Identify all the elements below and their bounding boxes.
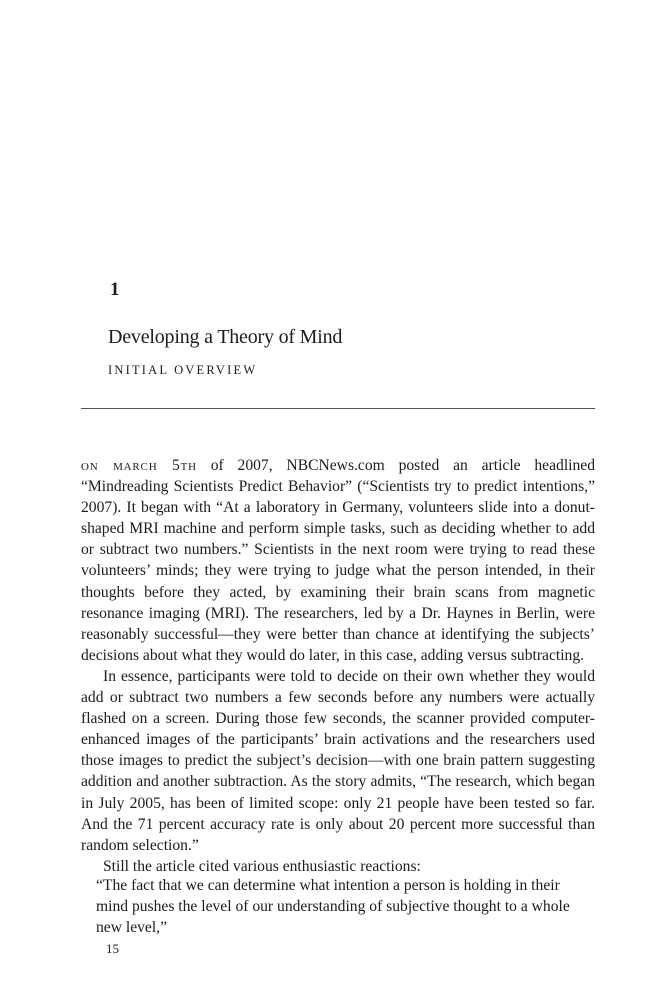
block-quote: [96, 875, 586, 938]
section-divider: [81, 408, 595, 409]
paragraph-lead-in: on march 5th: [81, 457, 197, 474]
block-quote-text: “The fact that we can determine what intention a person is holding in their mind pushes the level of our understanding of subjective thought to a whole new level,”: [96, 877, 570, 937]
chapter-subtitle: INITIAL OVERVIEW: [108, 363, 258, 377]
body-text: [81, 455, 595, 877]
paragraph-2: In essence, participants were told to decide on their own whether they would add or subtract two numbers a few seconds before any numbers were actually flashed on a screen. During those few seconds, the scanner provided computer-enhanced images of the participants’ brain activations and the researchers used those images to predict the subject’s decision—with one brain pattern suggesting addition and another subtraction. As the story admits, “The research, which began in July 2005, has been of limited scope: only 21 people have been tested so far. And the 71 percent accuracy rate is only about 20 percent more successful than random selection.”: [81, 667, 595, 854]
page-number: 15: [106, 941, 119, 956]
chapter-number: 1: [110, 279, 121, 300]
chapter-title: Developing a Theory of Mind: [108, 326, 343, 348]
paragraph-1-text: of 2007, NBCNews.com posted an article headlined “Mindreading Scientists Predict Behavior” (“Scientists try to predict intentions,” 2007). It began with “At a laboratory in Germany, volunteers slide into a donut-shaped MRI machine and perform simple tasks, such as deciding whether to add or subtract two numbers.” Scientists in the next room were trying to read these volunteers’ minds; they were trying to judge what the person intended, in their thoughts before they acted, by examining their brain scans from magnetic resonance imaging (MRI). The researchers, led by a Dr. Haynes in Berlin, were reasonably successful—they were better than chance at identifying the subjects’ decisions about what they would do later, in this case, adding versus subtracting.: [81, 457, 596, 664]
paragraph-3: Still the article cited various enthusiastic reactions:: [103, 857, 421, 875]
paragraph-1: [81, 455, 595, 666]
